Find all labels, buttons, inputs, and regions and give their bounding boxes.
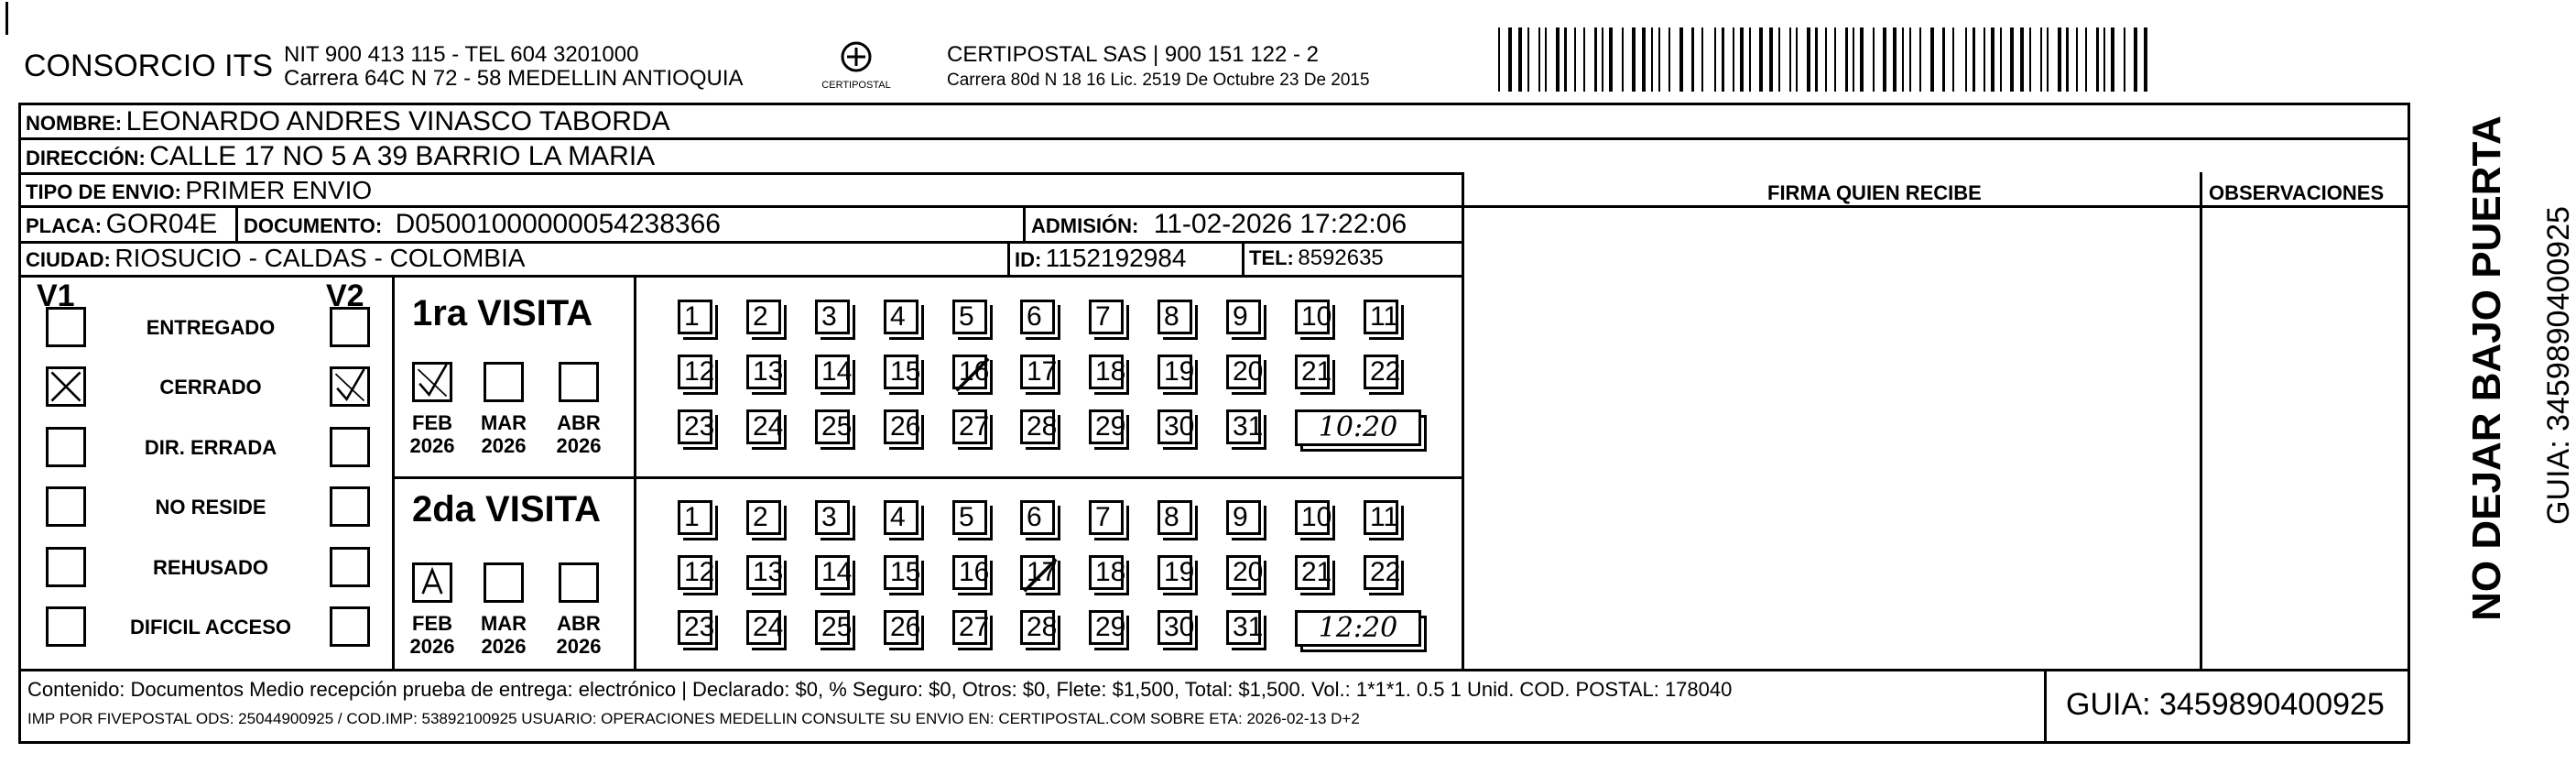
- day-box[interactable]: 4: [884, 500, 918, 535]
- day-box[interactable]: 6: [1020, 500, 1055, 535]
- day-box[interactable]: 14: [815, 355, 850, 389]
- placa-row: [26, 211, 217, 238]
- day-box[interactable]: 7: [1089, 500, 1124, 535]
- day-box[interactable]: 13: [746, 555, 781, 590]
- day-box[interactable]: 26: [884, 610, 918, 645]
- day-box[interactable]: 25: [815, 610, 850, 645]
- status-label: CERRADO: [159, 376, 262, 398]
- ciudad-value: RIOSUCIO - CALDAS - COLOMBIA: [114, 244, 526, 272]
- day-box[interactable]: 11: [1364, 300, 1398, 334]
- tel-row: [1249, 247, 1384, 269]
- admision-value: 11-02-2026 17:22:06: [1153, 209, 1408, 239]
- month-label: ABR 2026: [556, 612, 602, 659]
- day-box[interactable]: 16: [952, 355, 987, 389]
- day-box[interactable]: 13: [746, 355, 781, 389]
- day-box[interactable]: 25: [815, 409, 850, 444]
- company-address: Carrera 64C N 72 - 58 MEDELLIN ANTIOQUIA: [284, 66, 744, 91]
- nombre-label: NOMBRE:: [26, 112, 123, 135]
- documento-value: D05001000000054238366: [395, 209, 721, 239]
- side-text-block: [2414, 110, 2576, 641]
- day-box[interactable]: 1: [678, 500, 712, 535]
- time-box[interactable]: 12:20: [1295, 610, 1421, 647]
- direccion-label: DIRECCIÓN:: [26, 147, 146, 169]
- placa-value: GOR04E: [105, 209, 218, 239]
- v2-checkbox[interactable]: [330, 307, 370, 347]
- month-checkbox[interactable]: [412, 362, 452, 402]
- tipo-envio-row: [26, 178, 372, 203]
- month-checkbox[interactable]: [484, 362, 524, 402]
- month-label: ABR 2026: [556, 411, 602, 458]
- day-box[interactable]: 3: [815, 300, 850, 334]
- day-box[interactable]: 28: [1020, 409, 1055, 444]
- status-label: DIR. ERRADA: [144, 436, 277, 459]
- day-box[interactable]: 27: [952, 610, 987, 645]
- day-box[interactable]: 6: [1020, 300, 1055, 334]
- day-box[interactable]: 19: [1158, 355, 1192, 389]
- company-name: CONSORCIO ITS: [24, 49, 274, 83]
- tipo-envio-label: TIPO DE ENVIO:: [26, 180, 181, 203]
- v2-checkbox[interactable]: [330, 366, 370, 407]
- visit-1-title: 1ra VISITA: [412, 293, 593, 333]
- v1-checkbox[interactable]: [46, 427, 86, 467]
- documento-label: DOCUMENTO:: [244, 214, 383, 237]
- no-dejar-warning: NO DEJAR BAJO PUERTA: [2464, 115, 2509, 621]
- id-label: ID:: [1015, 248, 1042, 271]
- ciudad-row: [26, 246, 525, 271]
- v2-checkbox[interactable]: [330, 486, 370, 527]
- day-box[interactable]: 17: [1020, 555, 1055, 590]
- v1-checkbox[interactable]: [46, 307, 86, 347]
- day-box[interactable]: 29: [1089, 610, 1124, 645]
- v2-label: V2: [326, 278, 364, 313]
- day-box[interactable]: 31: [1226, 610, 1261, 645]
- day-box[interactable]: 4: [884, 300, 918, 334]
- day-box[interactable]: 5: [952, 500, 987, 535]
- month-label: MAR 2026: [480, 612, 527, 659]
- footer-guia: GUIA: 3459890400925: [2066, 687, 2385, 722]
- visit-2-title: 2da VISITA: [412, 489, 601, 529]
- day-box[interactable]: 20: [1226, 555, 1261, 590]
- day-box[interactable]: 26: [884, 409, 918, 444]
- day-box[interactable]: 18: [1089, 555, 1124, 590]
- tel-label: TEL:: [1249, 246, 1294, 269]
- id-row: [1015, 246, 1186, 271]
- status-label: REHUSADO: [153, 556, 268, 579]
- day-box[interactable]: 12: [678, 555, 712, 590]
- day-box[interactable]: 21: [1295, 355, 1330, 389]
- side-guia: GUIA: 3459890400925: [2541, 206, 2576, 525]
- day-box[interactable]: 18: [1089, 355, 1124, 389]
- day-box[interactable]: 2: [746, 500, 781, 535]
- nombre-row: [26, 108, 670, 136]
- month-checkbox[interactable]: [559, 362, 599, 402]
- status-label: NO RESIDE: [155, 496, 266, 518]
- nit-line: NIT 900 413 115 - TEL 604 3201000: [284, 42, 639, 67]
- day-box[interactable]: 24: [746, 409, 781, 444]
- v1-checkbox[interactable]: [46, 366, 86, 407]
- v2-checkbox[interactable]: [330, 547, 370, 587]
- day-box[interactable]: 15: [884, 555, 918, 590]
- month-checkbox[interactable]: [559, 562, 599, 603]
- nombre-value: LEONARDO ANDRES VINASCO TABORDA: [125, 106, 670, 136]
- month-checkbox[interactable]: [412, 562, 452, 603]
- ciudad-label: CIUDAD:: [26, 248, 111, 271]
- day-box[interactable]: 8: [1158, 300, 1192, 334]
- day-box[interactable]: 30: [1158, 409, 1192, 444]
- observaciones-header: OBSERVACIONES: [2209, 181, 2385, 204]
- time-box[interactable]: 10:20: [1295, 409, 1421, 446]
- month-label: FEB 2026: [409, 411, 455, 458]
- day-box[interactable]: 23: [678, 610, 712, 645]
- day-box[interactable]: 9: [1226, 300, 1261, 334]
- direccion-value: CALLE 17 NO 5 A 39 BARRIO LA MARIA: [149, 141, 656, 171]
- day-box[interactable]: 9: [1226, 500, 1261, 535]
- svg-text:CERTIPOSTAL: CERTIPOSTAL: [821, 80, 891, 91]
- admision-label: ADMISIÓN:: [1031, 214, 1139, 237]
- form-frame: [18, 103, 2410, 744]
- v2-checkbox[interactable]: [330, 427, 370, 467]
- day-box[interactable]: 21: [1295, 555, 1330, 590]
- day-box[interactable]: 31: [1226, 409, 1261, 444]
- day-box[interactable]: 12: [678, 355, 712, 389]
- v1-checkbox[interactable]: [46, 486, 86, 527]
- day-box[interactable]: 24: [746, 610, 781, 645]
- status-label: DIFICIL ACCESO: [129, 616, 291, 638]
- day-box[interactable]: 3: [815, 500, 850, 535]
- footer-imp-line: IMP POR FIVEPOSTAL ODS: 25044900925 / COD.IMP: 53892100925 USUARIO: OPERACIONES MEDELLIN CONSULTE SU ENVIO EN: CERTIPOSTAL.COM SOBRE ETA: 2026-02-13 D+2: [27, 710, 1360, 727]
- day-box[interactable]: 10: [1295, 300, 1330, 334]
- day-box[interactable]: 15: [884, 355, 918, 389]
- day-box[interactable]: 7: [1089, 300, 1124, 334]
- id-value: 1152192984: [1045, 244, 1187, 272]
- left-edge-mark: [5, 2, 8, 35]
- v2-checkbox[interactable]: [330, 606, 370, 647]
- day-box[interactable]: 10: [1295, 500, 1330, 535]
- footer-content-line: Contenido: Documentos Medio recepción prueba de entrega: electrónico | Declarado: $0, % Seguro: $0, Otros: $0, Flete: $1,500, Total: $1,500. Vol.: 1*1*1. 0.5 1 Unid. COD. POSTAL: 178040: [27, 678, 1733, 701]
- barcode: [1498, 27, 2156, 92]
- tel-value: 8592635: [1298, 246, 1384, 270]
- day-box[interactable]: 16: [952, 555, 987, 590]
- day-box[interactable]: 11: [1364, 500, 1398, 535]
- day-box[interactable]: 14: [815, 555, 850, 590]
- tipo-envio-value: PRIMER ENVIO: [185, 176, 373, 204]
- day-box[interactable]: 29: [1089, 409, 1124, 444]
- v1-label: V1: [37, 278, 75, 313]
- direccion-row: [26, 143, 655, 170]
- admision-row: [1031, 211, 1407, 238]
- day-box[interactable]: 17: [1020, 355, 1055, 389]
- firma-header: FIRMA QUIEN RECIBE: [1767, 181, 1982, 204]
- day-box[interactable]: 5: [952, 300, 987, 334]
- v1-checkbox[interactable]: [46, 547, 86, 587]
- certipostal-license: Carrera 80d N 18 16 Lic. 2519 De Octubre 23 De 2015: [947, 71, 1370, 90]
- certipostal-line: CERTIPOSTAL SAS | 900 151 122 - 2: [947, 42, 1319, 67]
- day-box[interactable]: 27: [952, 409, 987, 444]
- day-box[interactable]: 28: [1020, 610, 1055, 645]
- documento-row: [244, 211, 721, 238]
- day-box[interactable]: 22: [1364, 355, 1398, 389]
- day-box[interactable]: 19: [1158, 555, 1192, 590]
- day-box[interactable]: 23: [678, 409, 712, 444]
- placa-label: PLACA:: [26, 214, 103, 237]
- day-box[interactable]: 30: [1158, 610, 1192, 645]
- status-label: ENTREGADO: [146, 316, 276, 339]
- v1-checkbox[interactable]: [46, 606, 86, 647]
- month-label: MAR 2026: [480, 411, 527, 458]
- month-label: FEB 2026: [409, 612, 455, 659]
- day-box[interactable]: 1: [678, 300, 712, 334]
- day-box[interactable]: 20: [1226, 355, 1261, 389]
- day-box[interactable]: 22: [1364, 555, 1398, 590]
- month-checkbox[interactable]: [484, 562, 524, 603]
- day-box[interactable]: 2: [746, 300, 781, 334]
- day-box[interactable]: 8: [1158, 500, 1192, 535]
- certipostal-logo: [820, 40, 893, 95]
